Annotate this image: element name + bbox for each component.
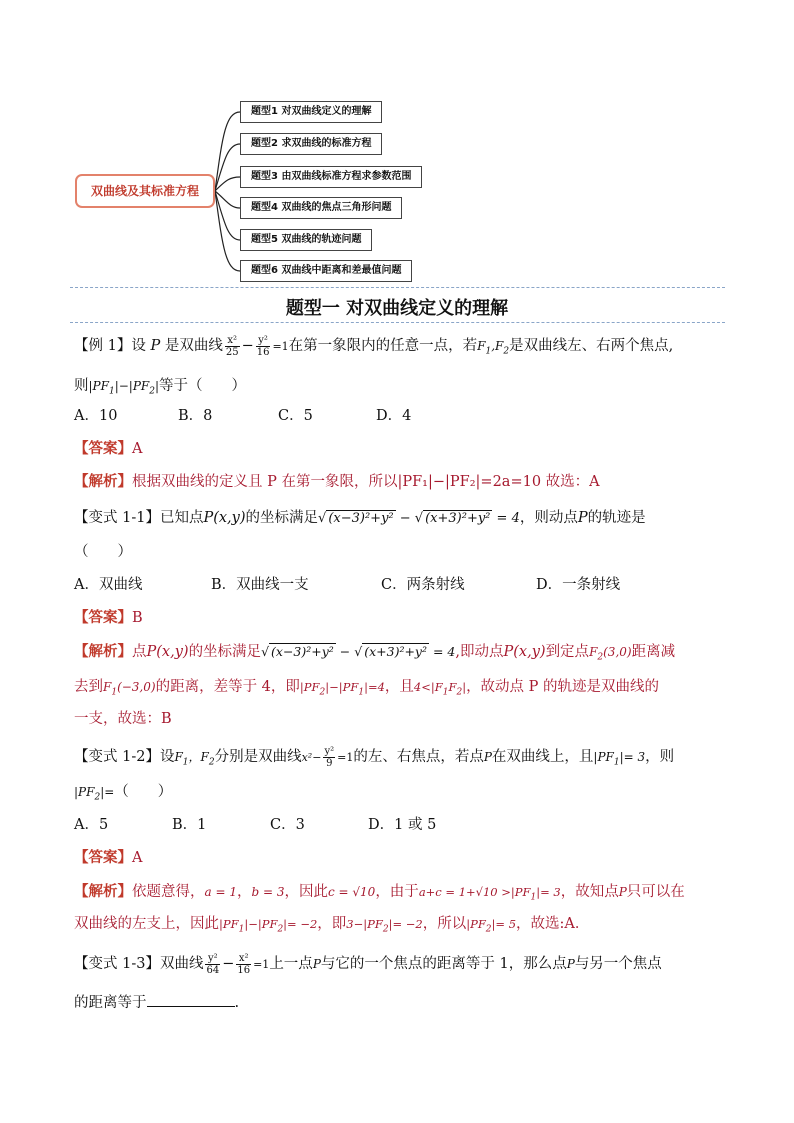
variant-1-1-analysis-line2: 去到$F_1(-3,0)$的距离，差等于 4，即$|PF_2|-|PF_1|=4$，且$4<|F_1F_2|$，故动点 P 的轨迹是双曲线的	[74, 679, 660, 698]
mind-map-branch-3: 题型3 由双曲线标准方程求参数范围	[240, 166, 422, 188]
section-title: 题型一 对双曲线定义的理解	[285, 298, 509, 319]
mind-map-branch-4: 题型4 双曲线的焦点三角形问题	[240, 197, 402, 219]
example-1-options: A．10 B．8 C．5 D．4	[74, 408, 412, 424]
divider-bottom	[70, 322, 725, 323]
variant-1-1-options: A．双曲线 B．双曲线一支 C．两条射线 D．一条射线	[74, 577, 621, 593]
mind-map-branch-5: 题型5 双曲线的轨迹问题	[240, 229, 372, 251]
mind-map-branch-2: 题型2 求双曲线的标准方程	[240, 133, 382, 155]
fraction: $\frac{\text{x²}}{25}$	[225, 334, 239, 358]
variant-1-2-analysis-line1: 【解析】依题意得，a = 1，b = 3，因此c = √10，由于$a+c = 1+√10 >|PF_1|= 3$，故知点P只可以在	[74, 883, 685, 903]
variant-1-1-analysis-line1: 【解析】点P(x,y)的坐标满足√ (x−3)²+y² − √ (x+3)²+y² = 4,即动点P(x,y)到定点$F_2(3,0)$距离减	[74, 643, 676, 663]
example-1-question: 【例 1】设 P 是双曲线 $\frac{\text{x²}}{25}$ − $\frac{\text{y²}}{16}$ =1在第一象限内的任意一点，若$F_1,F_2$是双曲线左、右两个焦点,	[74, 334, 674, 358]
variant-1-2-answer: 【答案】A	[74, 849, 143, 866]
variant-1-1-answer: 【答案】B	[74, 609, 143, 626]
variant-1-1-question: 【变式 1-1】已知点P(x,y)的坐标满足√ (x−3)²+y² − √ (x+3)²+y² = 4，则动点P的轨迹是	[74, 510, 646, 526]
example-1-question-line2: 则$|PF_1|-|PF_2|$等于（ ）	[74, 378, 247, 397]
variant-1-3-question: 【变式 1-3】双曲线 $\frac{\text{y²}}{64}$ − $\frac{\text{x²}}{16}$ =1上一点P与它的一个焦点的距离等于 1，那么点P与另一个焦点	[74, 952, 662, 976]
variant-1-2-question-line2: $|PF_2|=$（ ）	[74, 784, 173, 803]
example-tag: 【例 1】	[74, 338, 132, 354]
mind-map-root: 双曲线及其标准方程	[75, 174, 215, 208]
mind-map-connectors	[0, 0, 794, 290]
variant-1-2-question: 【变式 1-2】设$F_1$，$F_2$分别是双曲线x²− $\frac{\text{y²}}{9}$ =1的左、右焦点，若点P在双曲线上，且$|PF_1|= 3$，则	[74, 745, 675, 769]
mind-map-branch-6: 题型6 双曲线中距离和差最值问题	[240, 260, 412, 282]
variant-1-2-options: A．5 B．1 C．3 D．1 或 5	[74, 817, 437, 833]
mind-map-branch-1: 题型1 对双曲线定义的理解	[240, 101, 382, 123]
answer-blank[interactable]	[147, 992, 235, 1007]
example-1-answer: 【答案】A	[74, 440, 143, 457]
variant-1-2-analysis-line2: 双曲线的左支上，因此$|PF_1|-|PF_2|= -2$，即$3-|PF_2|= -2$，所以$|PF_2|= 5$，故选:A．	[74, 916, 590, 935]
divider-top	[70, 287, 725, 288]
example-1-analysis: 【解析】根据双曲线的定义且 P 在第一象限，所以|PF₁|−|PF₂|=2a=10 故选：A	[74, 473, 600, 490]
variant-1-1-paren: （ ）	[74, 544, 132, 560]
mind-map	[0, 0, 794, 290]
variant-1-1-analysis-line3: 一支，故选：B	[74, 711, 172, 727]
variant-1-3-question-line2: 的距离等于 .	[74, 991, 734, 1015]
